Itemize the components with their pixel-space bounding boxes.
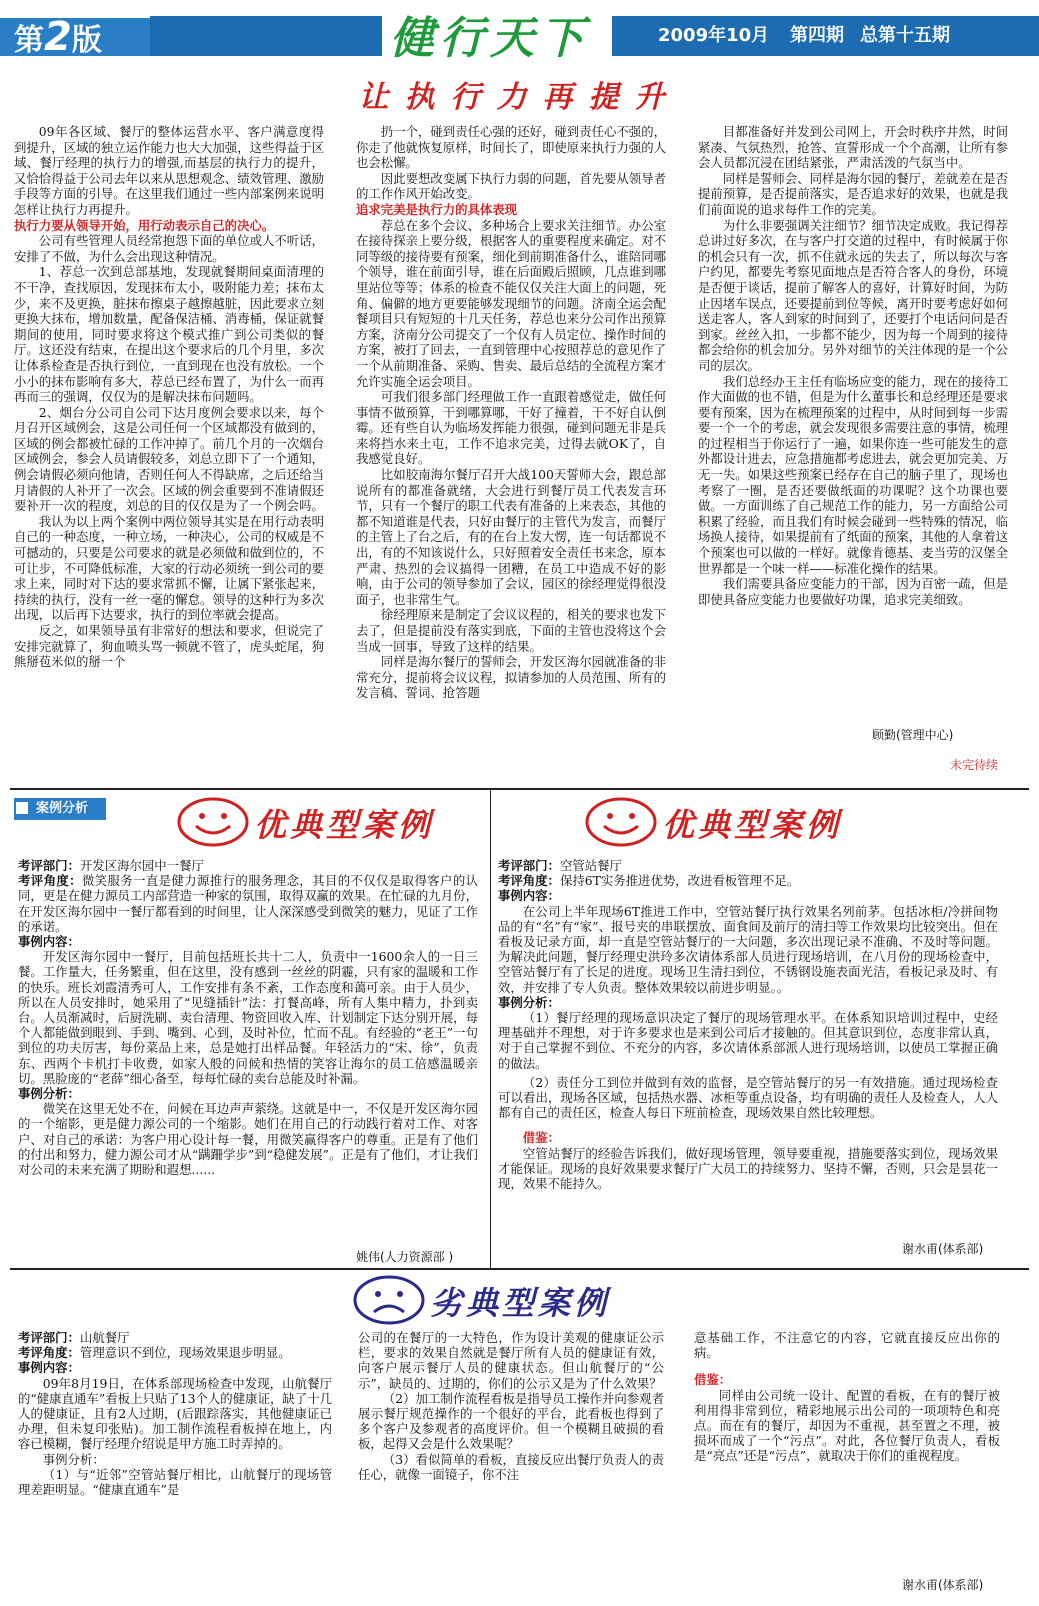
good-case-title: 优典型案例 (254, 806, 435, 844)
field-label: 考评角度： (498, 873, 560, 889)
case-analysis-tag: 案例分析 (14, 798, 106, 820)
case2-block (498, 858, 998, 1230)
case2-content: 在公司上半年现场6T推进工作中，空管站餐厅执行效果名列前茅。包括冰柜/冷拼间物品的有“名”有“家”、报号夹的串联摆放、面食间及前厅的清扫等工作效果均比较突出。但在看板及记录方面，却一直是空管站餐厅的一大问题，多次出现记录不准确、不及时等问题。为解决此问题，餐厅经理史洪玲多次请体系部人员进行现场培训，在八月份的现场检查中，空管站餐厅有了长足的进度。现场卫生清扫到位，不锈钢设施表面光洁，看板记录及时、有效，并安排了专人负责。整体效果较以前进步明显。。 (498, 903, 998, 995)
section-heading: 执行力要从领导开始，用行动表示自己的决心。 (14, 217, 275, 233)
field-label: 考评角度： (18, 873, 82, 889)
article-column-2 (356, 124, 666, 790)
case3-analysis-1: （1）与“近邻”空管站餐厅相比，山航餐厅的现场管理差距明显。“健康直通车”是 (18, 1466, 332, 1498)
paragraph: 反之，如果领导虽有非常好的想法和要求，但说完了安排完就算了，狗血喷头骂一顿就不管了，虎头蛇尾，狗熊掰苞米似的掰一个 (14, 623, 324, 670)
case3-block-col2 (358, 1330, 664, 1530)
page-label: 第 (14, 23, 44, 58)
case2-angle: 保持6T实务推进优势，改进看板管理不足。 (559, 873, 800, 889)
paragraph: 比如胶南海尔餐厅召开大战100天誓师大会，跟总部说所有的都准备就绪，大会进行到餐厅员工代表发言环节，只有一个餐厅的职工代表有准备的上来表态，其他的都不知道谁是代表，只好由餐厅的主管代为发言，而餐厅的主管上了台之后，有的在台上发大愣，连一句话都说不出，有的不知该说什么，只好照着安全责任书来念，原本严肃、热烈的会议搞得一团糟，在员工中造成不好的影响，由于公司的领导参加了会议，园区的徐经理觉得很没面子，也非常生气。 (356, 467, 666, 607)
masthead-title: 健行天下 (390, 13, 590, 64)
case3-content: 09年8月19日，在体系部现场检查中发现，山航餐厅的“健康直通车”看板上只贴了13个人的健康证，缺了十几人的健康证，且有2人过期，(后跟踪落实，其他健康证已办理，但未复印张贴)。加工制作流程看板掉在地上，内容已模糊，餐厅经理介绍说是甲方施工时弄掉的。 (18, 1375, 332, 1452)
case1-block (18, 858, 478, 1246)
case3-block-col1 (18, 1330, 332, 1598)
paragraph: 荐总在多个会议、多种场合上要求关注细节。办公室在接待探亲上要分级，根据客人的重要程度来确定。对不同等级的接待要有预案，细化到前期准备什么，谁陪同哪个领导，谁在前面引导，谁在后面殿后照顾，几点谁到哪里站位等等；体系的检查不能仅仅关注大面上的问题，死角、偏僻的地方更要能够发现细节的问题。济南全运会配餐项目只有短短的十几天任务，荐总也来分公司作出预算方案，济南分公司提交了一个仅有人员定位、操作时间的方案，被打了回去，一直到管理中心按照荐总的意见作了一个从前期准备、采购、售卖、最后总结的全流程方案才允许实施全运会项目。 (356, 217, 666, 389)
page-number: 2 (44, 14, 72, 60)
issue-bar (612, 16, 1039, 56)
case2-analysis-2: （2）责任分工到位并做到有效的监督，是空管站餐厅的另一有效措施。通过现场检查可以看出，现场各区域，包括热水器、冰柜等重点设备，均有明确的责任人及检查人，人人都有自己的责任区，检查人每日下班前检查，现场效果自然比较理想。 (498, 1074, 998, 1121)
field-label: 事例内容： (18, 1360, 80, 1376)
field-label: 事例分析： (42, 1451, 105, 1467)
case2-author: 谢水甫(体系部) (902, 1242, 984, 1256)
smiley-icon (584, 796, 658, 848)
continued-note: 未完待续 (950, 758, 999, 772)
paragraph: 09年各区域、餐厅的整体运营水平、客户满意度得到提升，区域的独立运作能力也大大加强，这些得益于区域、餐厅经理的执行力的增强,而基层的执行力的提升，又恰恰得益于公司去年以来从思想观念、绩效管理、激励手段等方面的引导。在这里我们通过一些内部案例来说明怎样让执行力再提升。 (14, 124, 324, 217)
case3-analysis-3: （3）看似简单的看板，直接反应出餐厅负责人的责任心，就像一面镜子，你不注 (358, 1451, 664, 1482)
paragraph: 扔一个，碰到责任心强的还好，碰到责任心不强的，你走了他就恢复原样，时间长了，即使原来执行力强的人也会松懈。 (356, 124, 666, 171)
case3-dept: 山航餐厅 (79, 1330, 130, 1345)
paragraph: 1、荐总一次到总部基地，发现就餐期间桌面清理的不干净，查找原因，发现抹布太小，吸附能力差；抹布太少，来不及更换，脏抹布擦桌子越擦越脏，因此要求立刻更换大抹布，增加数量，配备保洁桶、消毒桶，保证就餐期间的使用，同时要求将这个模式推广到公司类似的餐厅。这还没有结束，在提出这个要求后的几个月里，多次让体系检查是否执行到位，一直到现在也没有放松。一个小小的抹布影响有多大，荐总已经布置了，为什么一而再再而三的强调，仅仅为的是解决抹布问题吗。 (14, 264, 324, 405)
case3-analysis-2: （2）加工制作流程看板是指导员工操作并向参观者展示餐厅规范操作的一个很好的平台，此看板也得到了多个客户及参观者的高度评价。但一个模糊且破损的看板，起得又会是什么效果呢？ (358, 1390, 664, 1452)
paragraph: 为什么非要强调关注细节？细节决定成败。我记得荐总讲过好多次，在与客户打交道的过程中，有时候属于你的机会只有一次，抓不住就永远的失去了，所以每次与客户约见，都要先考察见面地点是否符合客人的身份，环境是否便于谈话，提前了解客人的喜好，计算好时间，为防止因堵车误点，还要提前到位等候，离开时要考虑好如何送走客人，客人到家的时间到了，还要打个电话问问是否到家。丝丝入扣，一步都不能少，因为每一个周到的接待都会给你的机会加分。另外对细节的关注体现的是一个公司的层次。 (698, 217, 1008, 373)
field-label: 事例分析： (498, 994, 560, 1010)
page-header (0, 0, 1039, 75)
case1-content: 开发区海尔园中一餐厅，目前包括班长共十二人，负责中一1600余人的一日三餐。工作量大，任务繁重，但在这里，没有感到一丝丝的阴霾，只有家的温暖和工作的快乐。班长刘霞清秀可人，工作安排有条不紊，工作态度和蔼可亲。由于人员少，所以在人员安排时，她采用了“见缝插针”法：打餐高峰，所有人集中精力，扑到卖台。人员渐减时，后厨洗刷、卖台清理、物资回收入库、计划制定下达分别开展，每个人都能做到眼到、手到、嘴到、心到，及时补位，忙而不乱。有经验的“老王”一句到位的功夫厉害，每份菜品上来，总是她打出样品餐。年轻活力的“宋、徐”，负责东、西两个卡机打卡收费，如家人般的问候和热情的笑容让海尔的员工倍感温暖亲切。黑脸庞的“老薛”细心备至，每每忙碌的卖台总能及时补漏。 (18, 949, 478, 1086)
paragraph: 同样是誓师会、同样是海尔园的餐厅，差就差在是否提前预算，是否提前落实，是否追求好的效果，也就是我们前面说的追求每件工作的完美。 (698, 170, 1008, 217)
case1-analysis: 微笑在这里无处不在，问候在耳边声声萦绕。这就是中一，不仅是开发区海尔园的一个缩影，更是健力源公司的一个缩影。她们在用自己的行动践行着对工作、对客户、对自己的承诺：为客户用心设计每一餐，用微笑赢得客户的尊重。正是有了他们的付出和努力，健力源公司才从“蹒跚学步”到“稳健发展”。正是有了他们，才让我们对公司的未来充满了期盼和遐想...... (18, 1101, 478, 1178)
case1-dept: 开发区海尔园中一餐厅 (79, 858, 204, 873)
paragraph: 公司有些管理人员经常抱怨下面的单位或人不听话，安排了不做，为什么会出现这种情况。 (14, 233, 324, 264)
case1-angle: 微笑服务一直是健力源推行的服务理念，其目的不仅仅是取得客户的认同，更是在健力源员工内部营造一种家的氛围，取得双赢的效果。在忙碌的九月份，在开发区海尔园中一餐厅都看到的时间里，让人深深感受到微笑的魅力，见证了工作的承诺。 (18, 873, 478, 934)
smiley-icon (176, 796, 250, 848)
case3-angle: 管理意识不到位，现场效果退步明显。 (79, 1345, 291, 1361)
paragraph: 因此要想改变属下执行力弱的问题，首先要从领导者的工作作风开始改变。 (356, 170, 666, 202)
field-label: 考评部门： (18, 858, 80, 873)
section-heading: 追求完美是执行力的具体表现 (356, 201, 518, 217)
issue-number: 第四期 (790, 25, 844, 46)
tag-square-icon (16, 802, 28, 814)
paragraph: 我们总经办王主任有临场应变的能力，现在的接待工作大面做的也不错，但是为什么董事长和总经理还是要求要有预案，因为在梳理预案的过程中，从时间到每一步需要一个一个的考虑，就会发现很多需要注意的事情，梳理的过程相当于你运行了一遍，如果你连一些可能发生的意外都设计进去，应急措施都考虑进去，就会更加完美、万无一失。如果这些预案已经存在自己的脑子里了，现场也考察了一圈，是否还要做纸面的功课呢？这个功课也要做。一方面训练了自己规范工作的能力，另一方面给公司积累了经验，而且我们有时候会碰到一些特殊的情况，临场换人接待，如果提前有了纸面的预案，其他的人拿着这个预案也可以做的一样好。就像肯德基、麦当劳的汉堡全世界都是一个味一样——标准化操作的结果。 (698, 373, 1008, 576)
header-bar-left (150, 16, 382, 56)
sad-face-icon (352, 1274, 426, 1326)
case3-analysis-1-cont: 公司的在餐厅的一大特色，作为设计美观的健康证公示栏，要求的效果自然就是餐厅所有人员的健康证有效，向客户展示餐厅人员的健康状态。但山航餐厅的“公示”，缺员的、过期的，你们的公示又是为了什么效果？ (358, 1330, 664, 1391)
paragraph: 我们需要具备应变能力的干部，因为百密一疏，但是即使具备应变能力也要做好功课，追求完美细致。 (698, 576, 1008, 607)
field-label: 考评部门： (18, 1330, 80, 1345)
good-case-title: 优典型案例 (662, 806, 843, 844)
case3-reference: 同样由公司统一设计、配置的看板，在有的餐厅被利用得非常到位，精彩地展示出公司的一项项特色和亮点。而在有的餐厅，却因为不重视，甚至置之不理，被损坏而成了一个“污点”。对此，各位餐厅负责人，看板是“亮点”还是“污点”，就取决于你们的重视程度。 (694, 1387, 1000, 1464)
case3-analysis-3-cont: 意基础工作，不注意它的内容，它就直接反应出你的病。 (694, 1330, 1000, 1361)
article-author: 顾勤(管理中心) (872, 728, 954, 742)
issue-total: 总第十五期 (860, 25, 950, 46)
article-headline: 让执行力再提升 (358, 80, 681, 115)
case3-author: 谢水甫(体系部) (902, 1578, 984, 1592)
paragraph: 徐经理原来是制定了会议议程的，相关的要求也发下去了，但是提前没有落实到底，下面的主管也没将这个会当成一回事，导致了这样的结果。 (356, 607, 666, 654)
column-divider (490, 790, 491, 1268)
article-column-1 (14, 124, 324, 790)
bad-case-title: 劣典型案例 (430, 1284, 611, 1322)
page-number-box (0, 14, 150, 60)
case2-dept: 空管站餐厅 (559, 858, 622, 873)
reference-label: 借鉴： (522, 1130, 560, 1146)
field-label: 考评部门： (498, 858, 560, 873)
paragraph: 2、烟台分公司自公司下达月度例会要求以来，每个月召开区域例会，这是公司任何一个区域都没有做到的，区域的例会都被忙碌的工作冲掉了。前几个月的一次烟台区域例会，参会人员请假较多，刘总立即下了一个通知，例会请假必须向他请，否则任何人不得缺席，之后还给当月请假的人补开了一次会。区域的例会重要到不准请假还要补开一次的程度，刘总的目的仅仅是为了一个例会吗。 (14, 404, 324, 514)
case2-analysis-1: （1）餐厅经理的现场意识决定了餐厅的现场管理水平。在体系知识培训过程中，史经理基础并不理想，对于许多要求也是来到公司后才接触的。但其意识到位，态度非常认真，对于自己掌握不到位、不充分的内容，多次请体系部派人进行现场培训，以使员工掌握正确的做法。 (498, 1010, 998, 1071)
page-suffix: 版 (71, 23, 102, 58)
case3-block-col3 (694, 1330, 1000, 1530)
case1-author: 姚伟(人力资源部 ) (356, 1250, 454, 1264)
paragraph: 可我们很多部门经理做工作一直跟着感觉走，做任何事情不做预算，干到哪算哪，干好了撞着，干不好自认倒霉。还有些自认为临场发挥能力很强，碰到问题无非是兵来将挡水来土屯，工作不追求完美，过得去就OK了，自我感觉良好。 (356, 389, 666, 467)
paragraph: 目都准备好并发到公司网上，开会时秩序井然，时间紧凑、气氛热烈，抢答、宣誓形成一个个高潮，让所有参会人员都沉浸在团结紧张，严肃活泼的气氛当中。 (698, 124, 1008, 171)
reference-label: 借鉴： (694, 1372, 732, 1388)
section-divider (10, 1268, 1029, 1270)
field-label: 考评角度： (18, 1345, 80, 1361)
issue-date: 2009年10月 (658, 25, 770, 46)
section-divider (10, 788, 1029, 790)
field-label: 事例内容： (498, 888, 560, 904)
paragraph: 同样是海尔餐厅的誓师会，开发区海尔园就准备的非常充分，提前将会议议程，拟请参加的人员范围、所有的发言稿、誓词、抢答题 (356, 654, 666, 701)
article-column-3 (698, 124, 1008, 714)
case2-reference: 空管站餐厅的经验告诉我们，做好现场管理，领导要重视，措施要落实到位，现场效果才能保证。现场的良好效果要求餐厅广大员工的持续努力、坚持不懈，否则，只会是昙花一现，效果不能持久。 (498, 1145, 998, 1192)
field-label: 事例分析： (18, 1086, 80, 1102)
field-label: 事例内容： (18, 934, 80, 950)
paragraph: 我认为以上两个案例中两位领导其实是在用行动表明自己的一种态度，一种立场，一种决心，公司的权威是不可撼动的，只要是公司要求的就是必须做和做到位的，不可让步，不可降低标准，大家的行动必须统一到公司的要求上来，同时对下达的要求常抓不懈，让属下紧张起来，持续的执行，没有一丝一毫的懈怠。领导的这种行为多次出现，以后再下达要求，执行的到位率就会提高。 (14, 513, 324, 623)
